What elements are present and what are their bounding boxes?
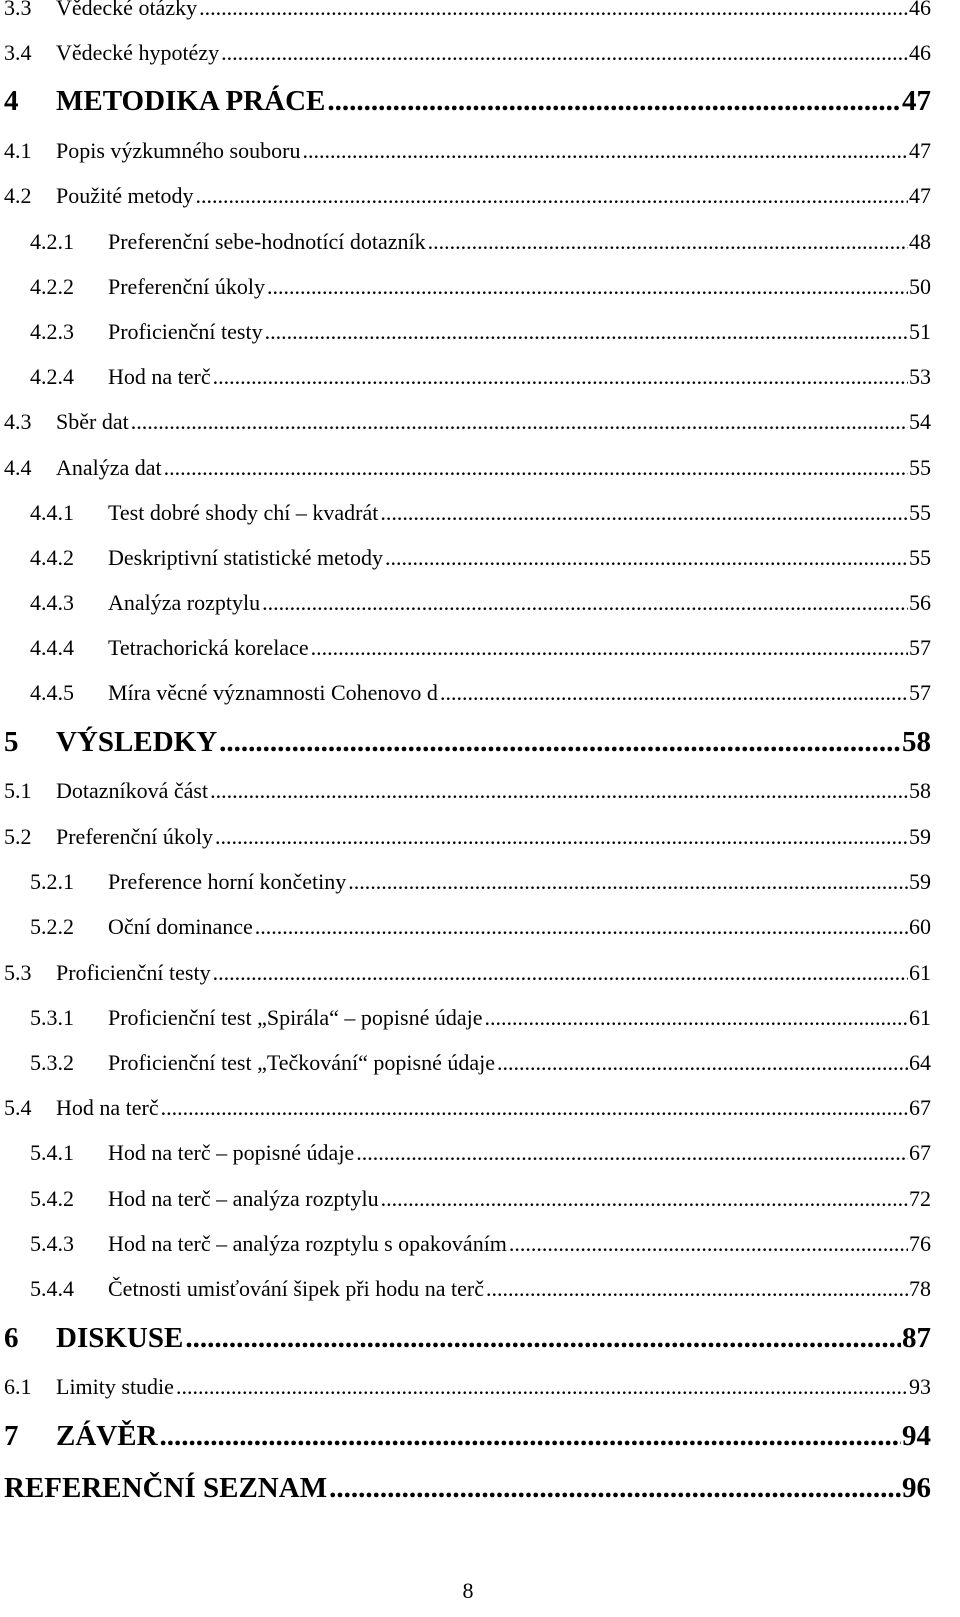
dot-leader — [255, 914, 908, 940]
dot-leader — [131, 409, 908, 435]
toc-entry-page: 60 — [909, 914, 931, 939]
toc-entry-number: 4.2.1 — [30, 229, 74, 254]
toc-entry-page: 47 — [909, 138, 931, 163]
toc-entry[interactable] — [4, 1095, 931, 1121]
toc-entry-number: 6.1 — [4, 1374, 32, 1399]
toc-entry-page: 67 — [909, 1095, 931, 1120]
toc-entry-page: 93 — [909, 1374, 931, 1399]
toc-entry-number: 4 — [4, 85, 19, 117]
toc-entry[interactable] — [4, 0, 931, 21]
toc-entry[interactable] — [4, 409, 931, 435]
dot-leader — [428, 229, 908, 255]
toc-entry-page: 59 — [909, 869, 931, 894]
dot-leader — [213, 960, 908, 986]
toc-entry-title: Hod na terč – analýza rozptylu s opakováním — [108, 1231, 507, 1256]
toc-entry-title: Hod na terč — [108, 364, 211, 389]
dot-leader — [164, 455, 908, 481]
toc-entry[interactable] — [4, 319, 931, 345]
toc-entry[interactable] — [4, 1186, 931, 1212]
toc-entry-page: 57 — [909, 635, 931, 660]
toc-entry-page: 55 — [909, 545, 931, 570]
toc-entry-title: Popis výzkumného souboru — [56, 138, 301, 163]
toc-entry-number: 4.4.3 — [30, 590, 74, 615]
toc-entry[interactable] — [4, 824, 931, 850]
toc-entry-title: Proficienční test „Tečkování“ popisné údaje — [108, 1050, 495, 1075]
toc-entry-page: 47 — [909, 183, 931, 208]
dot-leader — [185, 1322, 901, 1355]
toc-entry[interactable] — [4, 85, 931, 118]
toc-entry-page: 46 — [909, 0, 931, 20]
toc-entry-page: 96 — [902, 1472, 931, 1504]
toc-entry-page: 64 — [909, 1050, 931, 1075]
toc-entry-page: 59 — [909, 824, 931, 849]
toc-entry-number: 4.4 — [4, 455, 32, 480]
toc-entry[interactable] — [4, 1322, 931, 1355]
toc-entry-page: 76 — [909, 1231, 931, 1256]
toc-entry-number: 5.2.1 — [30, 869, 74, 894]
toc-entry-number: 4.4.5 — [30, 680, 74, 705]
toc-entry-page: 78 — [909, 1276, 931, 1301]
toc-entry-title: Preference horní končetiny — [108, 869, 347, 894]
toc-entry[interactable] — [4, 138, 931, 164]
dot-leader — [348, 869, 908, 895]
dot-leader — [267, 274, 908, 300]
dot-leader — [176, 1374, 908, 1400]
toc-entry-number: 5.3.2 — [30, 1050, 74, 1075]
dot-leader — [385, 545, 908, 571]
toc-entry[interactable] — [4, 680, 931, 706]
toc-entry-title: Limity studie — [56, 1374, 174, 1399]
toc-entry-title: Proficienční testy — [56, 960, 211, 985]
dot-leader — [215, 824, 908, 850]
toc-entry-number: 6 — [4, 1322, 19, 1354]
dot-leader — [485, 1005, 909, 1031]
toc-entry-title: Deskriptivní statistické metody — [108, 545, 383, 570]
toc-entry-title: ZÁVĚR — [56, 1420, 158, 1452]
toc-entry-title: Analýza dat — [56, 455, 162, 480]
dot-leader — [497, 1050, 908, 1076]
toc-entry-title: Hod na terč – popisné údaje — [108, 1140, 355, 1165]
toc-entry-number: 4.4.1 — [30, 500, 74, 525]
toc-entry-title: Vědecké otázky — [56, 0, 198, 20]
toc-entry[interactable] — [4, 500, 931, 526]
toc-entry-title: Analýza rozptylu — [108, 590, 261, 615]
toc-entry-page: 72 — [909, 1186, 931, 1211]
toc-entry[interactable] — [4, 726, 931, 759]
toc-entry-number: 5.1 — [4, 778, 32, 803]
toc-entry-title: Hod na terč – analýza rozptylu — [108, 1186, 379, 1211]
dot-leader — [509, 1231, 908, 1257]
dot-leader — [327, 85, 901, 118]
page-number: 8 — [462, 1578, 474, 1603]
toc-entry-number: 5.4.1 — [30, 1140, 74, 1165]
toc-entry[interactable] — [4, 455, 931, 481]
dot-leader — [213, 364, 908, 390]
toc-entry-number: 4.2.3 — [30, 319, 74, 344]
toc-entry-title: Test dobré shody chí – kvadrát — [108, 500, 379, 525]
toc-entry-page: 57 — [909, 680, 931, 705]
toc-entry-title: Hod na terč — [56, 1095, 159, 1120]
dot-leader — [160, 1420, 901, 1453]
toc-entry-title: Preferenční sebe-hodnotící dotazník — [108, 229, 426, 254]
toc-entry-page: 94 — [902, 1420, 931, 1452]
toc-entry-title: Dotazníková část — [56, 778, 209, 803]
dot-leader — [440, 680, 908, 706]
toc-entry-title: Oční dominance — [108, 914, 253, 939]
toc-entry[interactable] — [4, 40, 931, 66]
toc-entry-number: 4.4.2 — [30, 545, 74, 570]
toc-entry-page: 48 — [909, 229, 931, 254]
toc-entry-page: 56 — [909, 590, 931, 615]
toc-entry-number: 5.3.1 — [30, 1005, 74, 1030]
toc-entry-number: 4.4.4 — [30, 635, 74, 660]
toc-entry-page: 46 — [909, 40, 931, 65]
toc-entry-number: 4.1 — [4, 138, 32, 163]
toc-entry[interactable] — [4, 1374, 931, 1400]
toc-entry-page: 58 — [902, 726, 931, 758]
dot-leader — [486, 1276, 908, 1302]
toc-entry[interactable] — [4, 545, 931, 571]
toc-entry-title: Preferenční úkoly — [108, 274, 265, 299]
toc-entry-page: 54 — [909, 409, 931, 434]
toc-entry-page: 53 — [909, 364, 931, 389]
toc-entry-number: 4.3 — [4, 409, 32, 434]
toc-entry-number: 5.4.3 — [30, 1231, 74, 1256]
toc-entry-number: 4.2 — [4, 183, 32, 208]
dot-leader — [221, 40, 908, 66]
toc-entry-number: 5.2 — [4, 824, 32, 849]
toc-entry-title: Tetrachorická korelace — [108, 635, 309, 660]
toc-entry-title: VÝSLEDKY — [56, 726, 218, 758]
toc-entry[interactable] — [4, 778, 931, 804]
toc-entry[interactable] — [4, 1050, 931, 1076]
toc-entry-title: Míra věcné významnosti Cohenovo d — [108, 680, 438, 705]
toc-entry[interactable] — [4, 960, 931, 986]
toc-entry[interactable] — [4, 1140, 931, 1166]
toc-entry-title: Použité metody — [56, 183, 194, 208]
toc-entry-title: Vědecké hypotézy — [56, 40, 220, 65]
toc-entry-page: 58 — [909, 778, 931, 803]
toc-entry-page: 87 — [902, 1322, 931, 1354]
toc-entry-number: 7 — [4, 1420, 19, 1452]
toc-entry-page: 55 — [909, 455, 931, 480]
dot-leader — [381, 1186, 908, 1212]
dot-leader — [265, 319, 908, 345]
toc-entry-title: Sběr dat — [56, 409, 129, 434]
dot-leader — [161, 1095, 908, 1121]
toc-entry-page: 55 — [909, 500, 931, 525]
toc-entry-number: 5.4.4 — [30, 1276, 74, 1301]
dot-leader — [356, 1140, 908, 1166]
toc-entry-page: 61 — [909, 1005, 931, 1030]
toc-entry-number: 3.4 — [4, 40, 32, 65]
dot-leader — [311, 635, 908, 661]
toc-entry[interactable] — [4, 1420, 931, 1453]
toc-entry-title: Proficienční testy — [108, 319, 263, 344]
toc-entry-page: 50 — [909, 274, 931, 299]
toc-entry-page: 67 — [909, 1140, 931, 1165]
toc-entry[interactable] — [4, 183, 931, 209]
toc-entry-title: Četnosti umisťování šipek při hodu na terč — [108, 1276, 485, 1301]
toc-entry[interactable] — [4, 590, 931, 616]
dot-leader — [329, 1472, 901, 1505]
toc-entry-number: 5.4.2 — [30, 1186, 74, 1211]
toc-entry-number: 5.2.2 — [30, 914, 74, 939]
toc-entry-number: 5.4 — [4, 1095, 32, 1120]
toc-entry[interactable] — [4, 1231, 931, 1257]
dot-leader — [210, 778, 908, 804]
toc-entry-number: 4.2.2 — [30, 274, 74, 299]
toc-entry[interactable] — [4, 364, 931, 390]
toc-entry-page: 61 — [909, 960, 931, 985]
dot-leader — [302, 138, 908, 164]
dot-leader — [262, 590, 908, 616]
dot-leader — [219, 726, 901, 759]
toc-entry-title: Preferenční úkoly — [56, 824, 213, 849]
toc-entry-title: REFERENČNÍ SEZNAM — [4, 1472, 328, 1504]
toc-entry-number: 3.3 — [4, 0, 32, 20]
toc-entry[interactable] — [4, 869, 931, 895]
toc-entry-number: 4.2.4 — [30, 364, 74, 389]
toc-entry[interactable] — [4, 1005, 931, 1031]
dot-leader — [199, 0, 908, 21]
toc-entry[interactable] — [4, 1276, 931, 1302]
toc-entry-page: 47 — [902, 85, 931, 117]
toc-entry-title: METODIKA PRÁCE — [56, 85, 326, 117]
toc-entry-title: DISKUSE — [56, 1322, 184, 1354]
toc-entry-title: Proficienční test „Spirála“ – popisné údaje — [108, 1005, 483, 1030]
toc-entry[interactable] — [4, 274, 931, 300]
dot-leader — [195, 183, 908, 209]
toc-entry-page: 51 — [909, 319, 931, 344]
toc-entry-number: 5.3 — [4, 960, 32, 985]
toc-entry[interactable] — [4, 635, 931, 661]
toc-entry-number: 5 — [4, 726, 19, 758]
dot-leader — [380, 500, 908, 526]
toc-entry[interactable] — [4, 1472, 931, 1505]
toc-entry[interactable] — [4, 229, 931, 255]
toc-entry[interactable] — [4, 914, 931, 940]
